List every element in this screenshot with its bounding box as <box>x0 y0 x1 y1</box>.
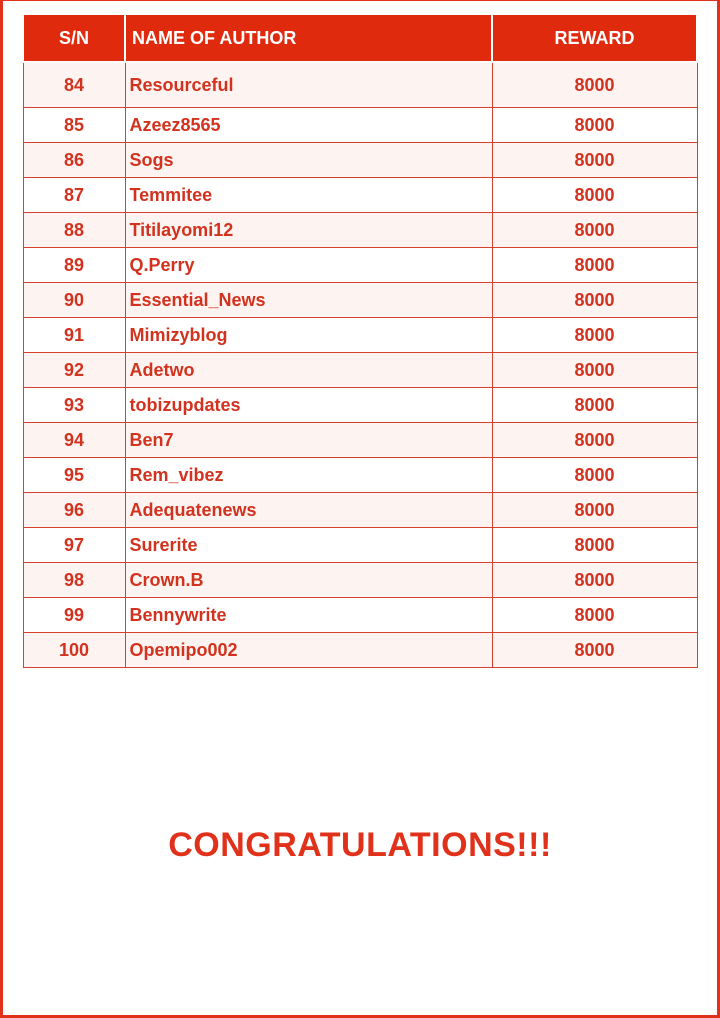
table-row <box>23 598 697 633</box>
row-reward: 8000 <box>492 423 697 458</box>
table-row <box>23 143 697 178</box>
row-sn: 88 <box>23 213 125 248</box>
row-author-name: Crown.B <box>125 563 492 598</box>
row-reward: 8000 <box>492 493 697 528</box>
row-author-name: Surerite <box>125 528 492 563</box>
row-reward: 8000 <box>492 458 697 493</box>
row-reward: 8000 <box>492 528 697 563</box>
table-row <box>23 353 697 388</box>
row-author-name: Titilayomi12 <box>125 213 492 248</box>
row-sn: 98 <box>23 563 125 598</box>
table-row <box>23 528 697 563</box>
row-reward: 8000 <box>492 353 697 388</box>
row-reward: 8000 <box>492 62 697 108</box>
table-header-row <box>23 14 697 62</box>
rewards-table <box>22 13 698 668</box>
row-reward: 8000 <box>492 563 697 598</box>
row-author-name: Bennywrite <box>125 598 492 633</box>
row-sn: 87 <box>23 178 125 213</box>
row-reward: 8000 <box>492 283 697 318</box>
table-row <box>23 423 697 458</box>
header-name-of-author: NAME OF AUTHOR <box>125 14 492 62</box>
row-author-name: Resourceful <box>125 62 492 108</box>
row-author-name: Rem_vibez <box>125 458 492 493</box>
row-author-name: Ben7 <box>125 423 492 458</box>
row-author-name: Essential_News <box>125 283 492 318</box>
row-author-name: Temmitee <box>125 178 492 213</box>
row-sn: 96 <box>23 493 125 528</box>
table-row <box>23 388 697 423</box>
row-sn: 89 <box>23 248 125 283</box>
table-row <box>23 493 697 528</box>
row-reward: 8000 <box>492 633 697 668</box>
row-sn: 90 <box>23 283 125 318</box>
row-sn: 92 <box>23 353 125 388</box>
row-author-name: Adetwo <box>125 353 492 388</box>
row-reward: 8000 <box>492 318 697 353</box>
row-reward: 8000 <box>492 178 697 213</box>
row-sn: 97 <box>23 528 125 563</box>
table-row <box>23 178 697 213</box>
row-author-name: Q.Perry <box>125 248 492 283</box>
table-row <box>23 283 697 318</box>
row-sn: 85 <box>23 108 125 143</box>
row-reward: 8000 <box>492 248 697 283</box>
row-reward: 8000 <box>492 213 697 248</box>
row-author-name: Opemipo002 <box>125 633 492 668</box>
table-row <box>23 458 697 493</box>
row-author-name: Mimizyblog <box>125 318 492 353</box>
table-row <box>23 563 697 598</box>
table-row <box>23 633 697 668</box>
row-sn: 84 <box>23 62 125 108</box>
row-author-name: Sogs <box>125 143 492 178</box>
congratulations-text: CONGRATULATIONS!!! <box>168 826 552 864</box>
table-row <box>23 108 697 143</box>
row-reward: 8000 <box>492 108 697 143</box>
header-reward: REWARD <box>492 14 697 62</box>
row-sn: 95 <box>23 458 125 493</box>
row-sn: 93 <box>23 388 125 423</box>
header-sn: S/N <box>23 14 125 62</box>
row-reward: 8000 <box>492 598 697 633</box>
table-body <box>23 62 697 668</box>
row-sn: 91 <box>23 318 125 353</box>
row-reward: 8000 <box>492 143 697 178</box>
row-reward: 8000 <box>492 388 697 423</box>
table-row <box>23 318 697 353</box>
row-sn: 100 <box>23 633 125 668</box>
table-row <box>23 248 697 283</box>
row-sn: 94 <box>23 423 125 458</box>
table-row <box>23 62 697 108</box>
table-row <box>23 213 697 248</box>
row-sn: 86 <box>23 143 125 178</box>
row-author-name: tobizupdates <box>125 388 492 423</box>
row-author-name: Azeez8565 <box>125 108 492 143</box>
row-sn: 99 <box>23 598 125 633</box>
row-author-name: Adequatenews <box>125 493 492 528</box>
